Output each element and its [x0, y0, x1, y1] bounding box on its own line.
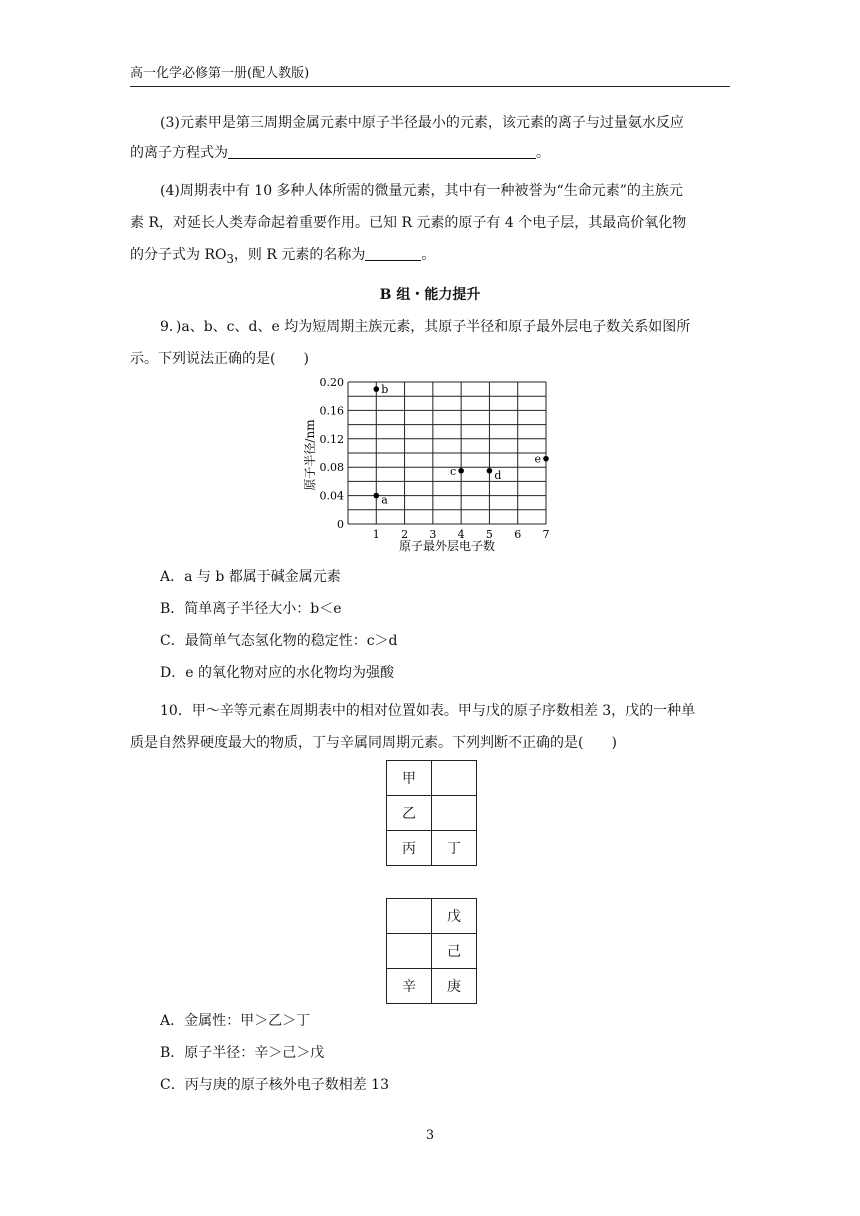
y-axis-label: 原子半径/nm — [303, 419, 317, 491]
q3-line2-prefix: 的离子方程式为 — [130, 145, 228, 161]
x-tick-label: 4 — [457, 528, 465, 541]
q4-answer-blank — [365, 246, 421, 261]
data-label-c: c — [449, 464, 457, 478]
x-tick-label: 1 — [372, 528, 380, 541]
table2-cell: 戊 — [432, 899, 477, 934]
table1-cell: 乙 — [387, 796, 432, 831]
periodic-table-fragment-1 — [386, 760, 477, 866]
data-point-c — [458, 468, 464, 474]
q9-option-a: A．a 与 b 都属于碱金属元素 — [160, 569, 341, 585]
x-tick-label: 6 — [514, 528, 522, 541]
table2-cell — [387, 899, 432, 934]
data-label-e: e — [534, 452, 541, 466]
q3-line1: (3)元素甲是第三周期金属元素中原子半径最小的元素，该元素的离子与过量氨水反应 — [160, 115, 684, 131]
q4-subscript: 3 — [226, 251, 234, 266]
table1-cell — [432, 761, 477, 796]
y-tick-label: 0.20 — [319, 376, 344, 389]
q9-option-b: B．简单离子半径大小：b＜e — [160, 601, 342, 617]
q3-line2-suffix: 。 — [536, 145, 550, 161]
q10-option-c: C．丙与庚的原子核外电子数相差 13 — [160, 1077, 389, 1093]
table1-cell — [432, 796, 477, 831]
table2-cell — [387, 934, 432, 969]
periodic-table-fragment-2 — [386, 898, 477, 1004]
x-tick-label: 7 — [542, 528, 550, 541]
q4-line1: (4)周期表中有 10 多种人体所需的微量元素，其中有一种被誉为“生命元素”的主族元 — [160, 183, 683, 199]
q10-option-b: B．原子半径：辛＞己＞戊 — [160, 1045, 325, 1061]
y-tick-label: 0.12 — [319, 432, 344, 446]
y-tick-label: 0.04 — [319, 489, 344, 503]
table1-cell: 丁 — [432, 831, 477, 866]
radius-scatter-chart — [300, 370, 570, 560]
data-label-a: a — [381, 493, 388, 507]
x-tick-label: 3 — [429, 528, 437, 541]
table1-cell: 丙 — [387, 831, 432, 866]
q10-line1: 10．甲～辛等元素在周期表中的相对位置如表。甲与戊的原子序数相差 3，戊的一种单 — [160, 703, 696, 719]
table2-cell: 辛 — [387, 969, 432, 1004]
y-tick-label: 0.16 — [319, 404, 344, 418]
q4-line3-mid: ，则 R 元素的名称为 — [233, 247, 366, 263]
q9-option-c: C．最简单气态氢化物的稳定性：c＞d — [160, 633, 398, 649]
q10-option-a: A．金属性：甲＞乙＞丁 — [160, 1013, 311, 1029]
q10-line2: 质是自然界硬度最大的物质，丁与辛属同周期元素。下列判断不正确的是( ) — [130, 735, 617, 751]
table1-cell: 甲 — [387, 761, 432, 796]
table2-cell: 庚 — [432, 969, 477, 1004]
q4-line2: 素 R，对延长人类寿命起着重要作用。已知 R 元素的原子有 4 个电子层，其最高价氧化物 — [130, 215, 687, 231]
data-point-d — [487, 468, 493, 474]
section-title: B 组・能力提升 — [379, 287, 481, 303]
q9-option-d: D．e 的氧化物对应的水化物均为强酸 — [160, 665, 394, 681]
data-point-b — [373, 386, 379, 392]
y-tick-label: 0 — [337, 518, 344, 531]
q4-line3 — [130, 244, 730, 270]
x-axis-label: 原子最外层电子数 — [398, 539, 496, 553]
data-label-d: d — [494, 468, 502, 482]
chart-grid — [348, 382, 546, 524]
q4-line3-suffix: 。 — [421, 247, 436, 263]
y-tick-label: 0.08 — [319, 461, 344, 475]
x-tick-label: 5 — [485, 528, 493, 541]
table2-cell: 己 — [432, 934, 477, 969]
q3-line2 — [130, 142, 730, 164]
chart-ticks — [320, 376, 550, 541]
q3-answer-blank — [228, 144, 536, 159]
q9-line2: 示。下列说法正确的是( ) — [130, 351, 309, 367]
q9-line1: 9．)a、b、c、d、e 均为短周期主族元素，其原子半径和原子最外层电子数关系如图所 — [160, 319, 691, 335]
header-title: 高一化学必修第一册(配人教版) — [130, 66, 310, 81]
header-divider — [130, 86, 730, 87]
data-point-e — [543, 456, 549, 462]
data-label-b: b — [381, 383, 389, 397]
page-number: 3 — [425, 1128, 435, 1143]
x-tick-label: 2 — [401, 528, 409, 541]
data-point-a — [373, 493, 379, 499]
q4-line3-prefix: 的分子式为 RO — [130, 247, 227, 263]
